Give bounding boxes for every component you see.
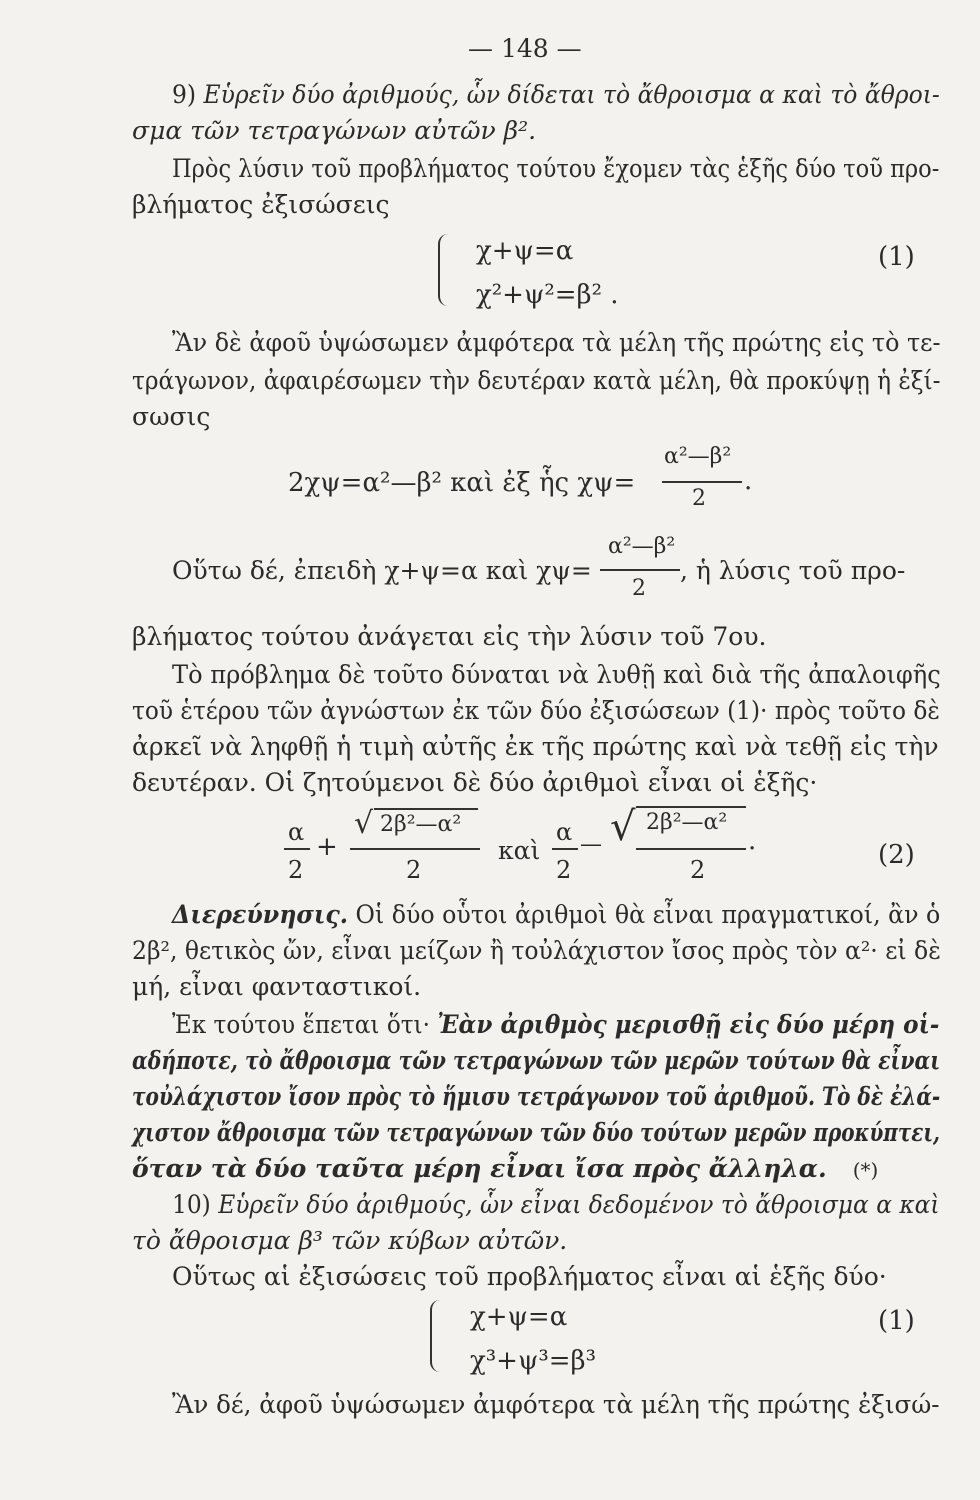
theorem-text: χιστον ἄθροισμα τῶν τετραγώνων τῶν δύο τούτων μερῶν προκύπτει, <box>132 1118 940 1147</box>
section-heading: Διερεύνησις. <box>172 900 348 929</box>
square-root <box>354 806 484 842</box>
text-line: τὸ ἄθροισμα β³ τῶν κύβων αὐτῶν. <box>132 1226 568 1255</box>
text-line: Τὸ πρόβλημα δὲ τοῦτο δύναται νὰ λυθῇ καὶ διὰ τῆς ἀπαλοιφῆς <box>172 660 941 689</box>
equation: χ³+ψ³=β³ <box>470 1346 597 1376</box>
problem-text: Εὑρεῖν δύο ἀριθμούς, ὧν εἶναι δεδομένον τὸ ἄθροισμα α καὶ <box>218 1190 940 1219</box>
fraction-denominator: 2 <box>406 856 422 884</box>
equation: χ+ψ=α <box>476 236 574 266</box>
text-line: βλήματος ἐξισώσεις <box>132 190 390 219</box>
theorem-line <box>172 1012 939 1037</box>
fraction-bar <box>600 569 680 571</box>
theorem-text: τοὐλάχιστον ἴσον πρὸς τὸ ἥμισυ τετράγωνον τοῦ ἀριθμοῦ. Τὸ δὲ ἐλά- <box>132 1082 941 1111</box>
text-line: σωσις <box>132 402 211 431</box>
radical-sign: √ <box>354 806 374 841</box>
text-line: μή, εἶναι φανταστικοί. <box>132 972 422 1001</box>
page-number: — 148 — <box>468 34 582 63</box>
equation-number: (1) <box>878 1306 915 1336</box>
radical-sign: √ <box>610 804 636 850</box>
square-root <box>610 804 750 848</box>
fraction-numerator: α²—β² <box>608 534 676 559</box>
discussion-line <box>172 902 940 927</box>
equation-number: (1) <box>878 242 915 272</box>
fraction-denominator: 2 <box>692 486 706 511</box>
text-line: 2β², θετικὸς ὤν, εἶναι μείζων ἢ τοὐλάχιστον ἴσος πρὸς τὸν α²· εἰ δὲ <box>132 936 941 965</box>
text-line: σμα τῶν τετραγώνων αὐτῶν β². <box>132 116 537 145</box>
fraction-numerator: α²—β² <box>664 444 732 469</box>
minus-sign: — <box>580 832 602 857</box>
theorem-text: Ἐὰν ἀριθμὸς μερισθῇ εἰς δύο μέρη οἱ- <box>437 1010 940 1039</box>
equation: χ+ψ=α <box>470 1302 568 1332</box>
fraction-numerator: α <box>288 818 305 846</box>
text-line: ἀρκεῖ νὰ ληφθῇ ἡ τιμὴ αὐτῆς ἐκ τῆς πρώτης καὶ νὰ τεθῇ εἰς τὴν <box>132 732 939 761</box>
problem-10-statement <box>172 1192 940 1217</box>
plus-sign: + <box>316 832 338 862</box>
system-brace <box>438 234 450 306</box>
theorem-last-line <box>132 1156 878 1181</box>
text-line: Ἂν δὲ ἀφοῦ ὑψώσωμεν ἀμφότερα τὰ μέλη τῆς πρώτης εἰς τὸ τε- <box>172 328 941 357</box>
fraction-denominator: 2 <box>288 856 304 884</box>
system-brace <box>430 1300 442 1372</box>
radicand: 2β²—α² <box>380 812 462 837</box>
theorem-text: ὅταν τὰ δύο ταῦτα μέρη εἶναι ἴσα πρὸς ἄλληλα. <box>132 1154 827 1183</box>
radical-bar <box>636 806 746 808</box>
text-line: , ἡ λύσις τοῦ προ- <box>680 556 906 585</box>
fraction-denominator: 2 <box>556 856 572 884</box>
fraction-numerator: α <box>556 818 573 846</box>
problem-text: Εὑρεῖν δύο ἀριθμούς, ὧν δίδεται τὸ ἄθροισμα α καὶ τὸ ἄθροι- <box>203 80 940 109</box>
text-line: τράγωνον, ἀφαιρέσωμεν τὴν δευτέραν κατὰ μέλη, θὰ προκύψῃ ἡ ἐξί- <box>132 366 941 395</box>
text-line: Οὕτω δέ, ἐπειδὴ χ+ψ=α καὶ χψ= <box>172 556 592 585</box>
fraction-bar <box>284 848 310 850</box>
theorem-text: αδήποτε, τὸ ἄθροισμα τῶν τετραγώνων τῶν μερῶν τούτων θὰ εἶναι <box>132 1046 941 1075</box>
text-line: δευτέραν. Οἱ ζητούμενοι δὲ δύο ἀριθμοὶ εἶναι οἱ ἑξῆς· <box>132 768 818 797</box>
text-line: Οὕτως αἱ ἐξισώσεις τοῦ προβλήματος εἶναι αἱ ἑξῆς δύο· <box>172 1262 887 1291</box>
problem-9-statement <box>172 82 940 107</box>
problem-number: 10) <box>172 1190 211 1219</box>
fraction-bar <box>552 848 578 850</box>
text-line: τοῦ ἑτέρου τῶν ἀγνώστων ἐκ τῶν δύο ἐξισώσεων (1)· πρὸς τοῦτο δὲ <box>132 696 940 725</box>
problem-number: 9) <box>172 80 197 109</box>
fraction-bar <box>636 848 746 850</box>
text: Οἱ δύο οὗτοι ἀριθμοὶ θὰ εἶναι πραγματικοί, ἂν ὁ <box>355 900 941 929</box>
radicand: 2β²—α² <box>646 810 728 835</box>
radical-bar <box>374 808 478 810</box>
fraction-denominator: 2 <box>632 576 646 601</box>
footnote-mark: (*) <box>852 1158 879 1182</box>
fraction-bar <box>662 481 742 483</box>
text-line: βλήματος τούτου ἀνάγεται εἰς τὴν λύσιν τοῦ 7ου. <box>132 622 767 651</box>
text-line: Πρὸς λύσιν τοῦ προβλήματος τούτου ἔχομεν τὰς ἑξῆς δύο τοῦ προ- <box>172 154 940 183</box>
equation: χ²+ψ²=β² . <box>476 280 619 310</box>
text-line: Ἂν δέ, ἀφοῦ ὑψώσωμεν ἀμφότερα τὰ μέλη τῆς πρώτης ἐξισώ- <box>172 1390 940 1419</box>
text: Ἐκ τούτου ἕπεται ὅτι· <box>172 1010 430 1039</box>
punctuation: . <box>744 466 753 496</box>
fraction-denominator: 2 <box>690 856 706 884</box>
fraction-bar <box>350 848 480 850</box>
word-kai: καὶ <box>498 836 541 865</box>
punctuation: · <box>748 834 757 864</box>
equation-number: (2) <box>878 840 915 870</box>
equation: 2χψ=α²—β² καὶ ἐξ ἧς χψ= <box>288 468 636 498</box>
